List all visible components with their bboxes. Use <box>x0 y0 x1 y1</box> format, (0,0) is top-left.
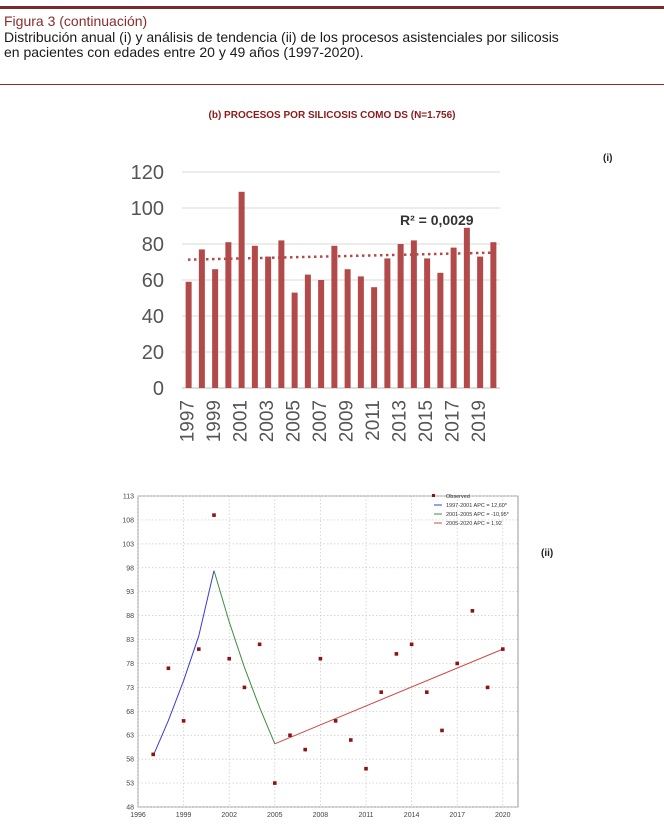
x-tick-label: 1996 <box>130 812 146 819</box>
x-tick-label: 2014 <box>403 812 420 819</box>
x-tick-label: 2008 <box>312 812 329 819</box>
bar-2004 <box>278 240 284 388</box>
bar-2009 <box>345 269 351 388</box>
bar-2010 <box>358 276 364 388</box>
observed-point-2014 <box>410 643 414 647</box>
bar-2001 <box>239 192 245 388</box>
observed-point-2017 <box>455 662 459 666</box>
x-tick-label: 1999 <box>175 812 192 819</box>
observed-point-2020 <box>501 647 505 651</box>
observed-point-2011 <box>364 767 368 771</box>
x-tick-label: 2005 <box>283 400 305 443</box>
bar-1999 <box>212 269 218 388</box>
bar-2020 <box>490 242 496 388</box>
x-tick-label: 2017 <box>442 400 464 443</box>
observed-point-1997 <box>151 753 155 757</box>
observed-point-2012 <box>379 690 383 694</box>
bar-1997 <box>186 282 192 388</box>
plot-area <box>138 496 518 807</box>
x-tick-label: 1997 <box>177 400 199 443</box>
bar-2007 <box>318 280 324 388</box>
panel-label-i: (i) <box>603 153 613 164</box>
x-tick-label: 2003 <box>257 400 279 443</box>
panel-label-ii: (ii) <box>541 548 554 559</box>
y-tick-label: 78 <box>126 660 134 668</box>
chart-title: (b) PROCESOS POR SILICOSIS COMO DS (N=1.756) <box>208 110 456 121</box>
x-tick-label: 2019 <box>469 400 491 443</box>
observed-point-2008 <box>319 657 323 661</box>
trendline <box>188 253 494 260</box>
observed-point-1999 <box>182 719 186 723</box>
top-rule <box>0 6 664 9</box>
observed-point-2000 <box>197 647 201 651</box>
y-tick-label: 103 <box>122 541 134 549</box>
y-tick-label: 60 <box>141 270 164 292</box>
observed-point-2009 <box>334 719 338 723</box>
figure-label: Figura 3 (continuación) <box>4 13 148 29</box>
x-tick-label: 2015 <box>416 400 438 443</box>
x-tick-label: 2011 <box>363 400 385 441</box>
y-tick-label: 63 <box>126 732 134 740</box>
y-tick-label: 108 <box>122 517 134 525</box>
observed-point-2004 <box>258 643 262 647</box>
bar-2006 <box>305 275 311 388</box>
y-tick-label: 120 <box>130 162 164 184</box>
y-tick-label: 100 <box>130 198 164 220</box>
observed-point-2018 <box>471 609 475 613</box>
y-tick-label: 98 <box>126 565 134 573</box>
bar-chart <box>95 150 515 460</box>
observed-point-2002 <box>227 657 231 661</box>
legend-label: 2001-2005 APC = -10,95* <box>446 512 509 518</box>
y-tick-label: 93 <box>126 589 134 597</box>
trend-chart <box>110 484 530 824</box>
bar-2014 <box>411 240 417 388</box>
observed-point-1998 <box>167 666 171 670</box>
r-squared-label: R² = 0,0029 <box>400 212 474 228</box>
bar-2011 <box>371 287 377 388</box>
legend-label: 1997-2001 APC = 12,60* <box>446 503 508 509</box>
x-tick-label: 2020 <box>495 812 511 819</box>
y-tick-label: 83 <box>126 637 134 645</box>
y-tick-label: 68 <box>126 708 134 716</box>
bar-2017 <box>451 248 457 388</box>
y-tick-label: 20 <box>141 342 164 364</box>
caption-line-2: en pacientes con edades entre 20 y 49 años (1997-2020). <box>4 44 364 60</box>
bar-2019 <box>477 257 483 388</box>
x-tick-label: 2005 <box>267 812 283 819</box>
y-tick-label: 53 <box>126 780 134 788</box>
legend-label: 2005-2020 APC = 1,92 <box>446 521 502 527</box>
y-tick-label: 73 <box>126 684 134 692</box>
x-tick-label: 2002 <box>221 812 237 819</box>
y-tick-label: 113 <box>122 493 134 501</box>
x-tick-label: 2017 <box>449 812 465 819</box>
bar-2018 <box>464 228 470 388</box>
y-tick-label: 58 <box>126 756 134 764</box>
x-tick-label: 2001 <box>230 400 252 443</box>
bar-2012 <box>384 258 390 388</box>
y-tick-label: 80 <box>141 234 164 256</box>
legend-label: Observed <box>446 494 470 500</box>
x-tick-label: 2013 <box>389 400 411 443</box>
legend-marker <box>432 494 435 497</box>
observed-point-2003 <box>243 686 247 690</box>
bar-2013 <box>398 244 404 388</box>
observed-point-2013 <box>395 652 399 656</box>
caption-divider <box>0 84 664 85</box>
bar-2002 <box>252 246 258 388</box>
bar-1998 <box>199 249 205 388</box>
bar-2008 <box>331 246 337 388</box>
observed-point-2007 <box>303 748 307 752</box>
x-tick-label: 2009 <box>336 400 358 443</box>
bar-2015 <box>424 258 430 388</box>
y-tick-label: 0 <box>152 378 164 400</box>
x-tick-label: 2007 <box>310 400 332 443</box>
observed-point-2010 <box>349 738 353 742</box>
y-tick-label: 40 <box>141 306 164 328</box>
y-tick-label: 88 <box>126 613 134 621</box>
observed-point-2001 <box>212 513 216 517</box>
observed-point-2006 <box>288 733 292 737</box>
caption-line-1: Distribución anual (i) y análisis de tendencia (ii) de los procesos asistenciales por silicosis <box>4 29 559 45</box>
bar-2000 <box>225 242 231 388</box>
observed-point-2015 <box>425 690 429 694</box>
x-tick-label: 2011 <box>358 812 374 819</box>
bar-2003 <box>265 257 271 388</box>
observed-point-2019 <box>486 686 490 690</box>
observed-point-2016 <box>440 729 444 733</box>
bar-2005 <box>292 293 298 388</box>
bar-2016 <box>437 273 443 388</box>
y-tick-label: 48 <box>126 804 134 812</box>
x-tick-label: 1999 <box>204 400 226 443</box>
observed-point-2005 <box>273 781 277 785</box>
figure-caption <box>4 30 644 60</box>
